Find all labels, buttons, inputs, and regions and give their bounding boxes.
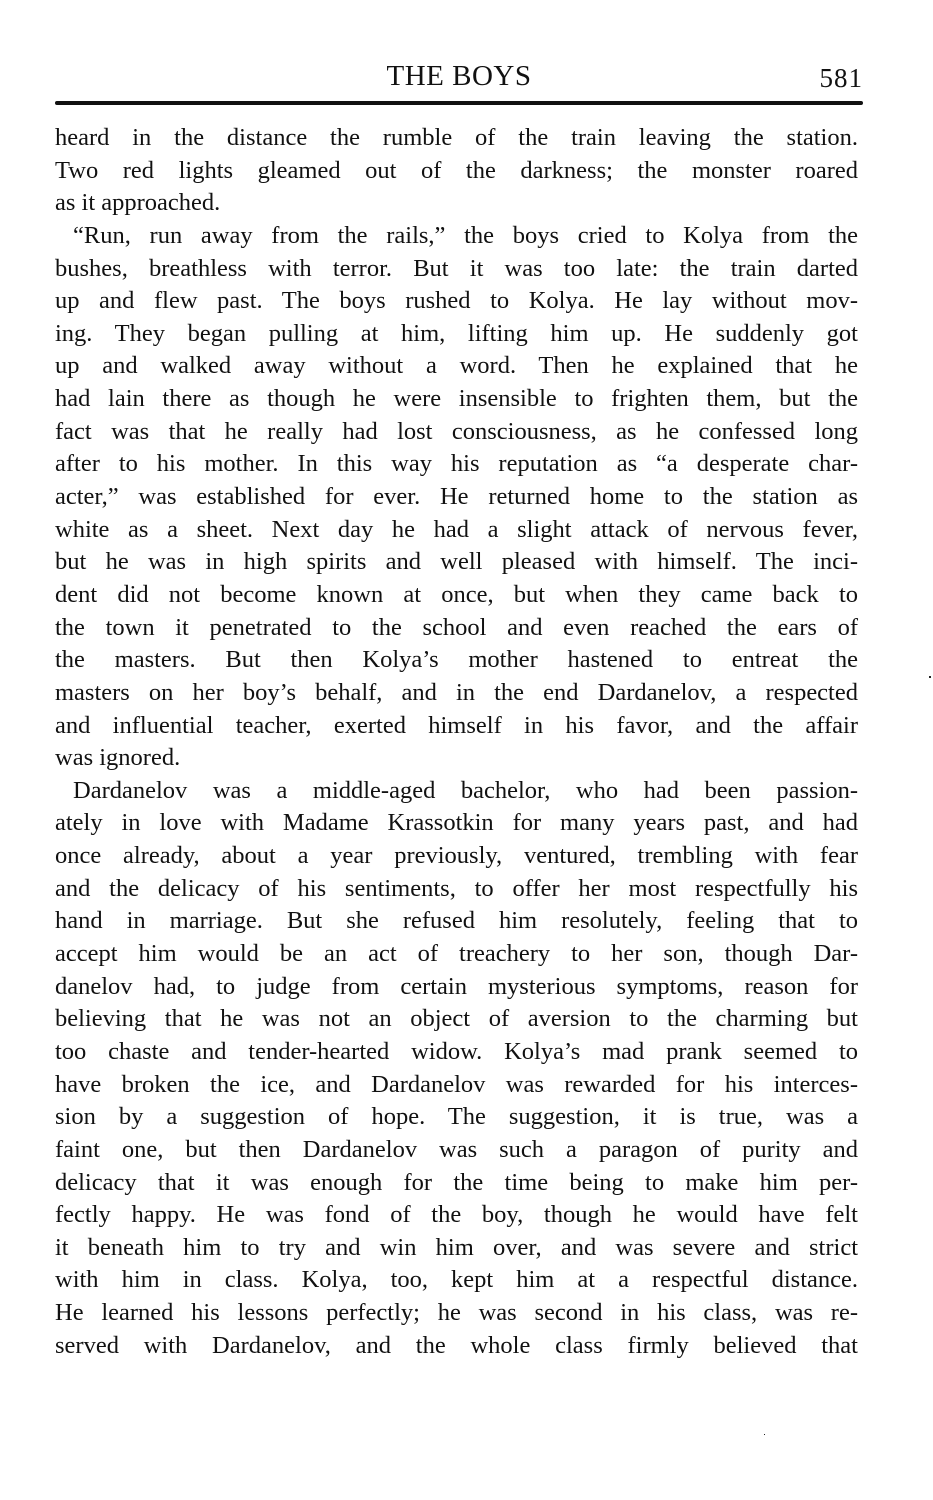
text-line: ately in love with Madame Krassotkin for many years past, and had [55,809,858,837]
text-line: up and flew past. The boys rushed to Kolya. He lay without mov- [55,287,858,315]
text-line: the masters. But then Kolya’s mother hastened to entreat the [55,646,858,674]
text-line: after to his mother. In this way his reputation as “a desperate char- [55,450,858,478]
text-line: masters on her boy’s behalf, and in the end Dardanelov, a respected [55,678,858,706]
running-head [55,56,863,96]
text-line: with him in class. Kolya, too, kept him at a respectful distance. [55,1266,858,1294]
text-line: and the delicacy of his sentiments, to offer her most respectfully his [55,874,858,902]
text-line: fectly happy. He was fond of the boy, though he would have felt [55,1201,858,1229]
text-line: Two red lights gleamed out of the darkness; the monster roared [55,156,858,184]
text-line: white as a sheet. Next day he had a slight attack of nervous fever, [55,515,858,543]
text-line: and influential teacher, exerted himself in his favor, and the affair [55,711,858,739]
paragraph [55,220,858,775]
header-rule [55,101,863,105]
text-line: fact was that he really had lost consciousness, as he confessed long [55,417,858,445]
running-title: THE BOYS [386,60,532,92]
text-line: Dardanelov was a middle-aged bachelor, who had been passion- [73,776,858,804]
scan-speck [764,1434,765,1435]
paragraph [55,122,858,220]
page-number: 581 [819,63,863,93]
paragraph [55,775,858,1363]
text-line: was ignored. [55,744,181,772]
text-line: acter,” was established for ever. He returned home to the station as [55,483,858,511]
text-line: He learned his lessons perfectly; he was second in his class, was re- [55,1299,858,1327]
text-line: the town it penetrated to the school and even reached the ears of [55,613,858,641]
text-line: believing that he was not an object of aversion to the charming but [55,1005,858,1033]
text-line: have broken the ice, and Dardanelov was rewarded for his interces- [55,1070,858,1098]
text-line: delicacy that it was enough for the time being to make him per- [55,1168,858,1196]
text-line: dent did not become known at once, but when they came back to [55,580,858,608]
scan-speck [929,676,931,678]
text-line: but he was in high spirits and well pleased with himself. The inci- [55,548,858,576]
body-text [55,122,858,1362]
text-line: once already, about a year previously, ventured, trembling with fear [55,842,858,870]
text-line: accept him would be an act of treachery to her son, though Dar- [55,940,858,968]
text-line: bushes, breathless with terror. But it was too late: the train darted [55,254,858,282]
text-line: hand in marriage. But she refused him resolutely, feeling that to [55,907,858,935]
text-line: too chaste and tender-hearted widow. Kolya’s mad prank seemed to [55,1037,858,1065]
text-line: danelov had, to judge from certain mysterious symptoms, reason for [55,972,858,1000]
text-line: had lain there as though he were insensible to frighten them, but the [55,385,858,413]
text-line: heard in the distance the rumble of the train leaving the station. [55,124,858,151]
text-line: as it approached. [55,189,221,217]
text-line: it beneath him to try and win him over, and was severe and strict [55,1233,858,1261]
text-line: “Run, run away from the rails,” the boys cried to Kolya from the [73,221,858,249]
text-line: served with Dardanelov, and the whole class firmly believed that [55,1331,858,1359]
text-line: up and walked away without a word. Then he explained that he [55,352,858,380]
text-line: ing. They began pulling at him, lifting him up. He suddenly got [55,319,858,347]
text-line: sion by a suggestion of hope. The suggestion, it is true, was a [55,1103,858,1131]
text-line: faint one, but then Dardanelov was such a paragon of purity and [55,1135,858,1163]
